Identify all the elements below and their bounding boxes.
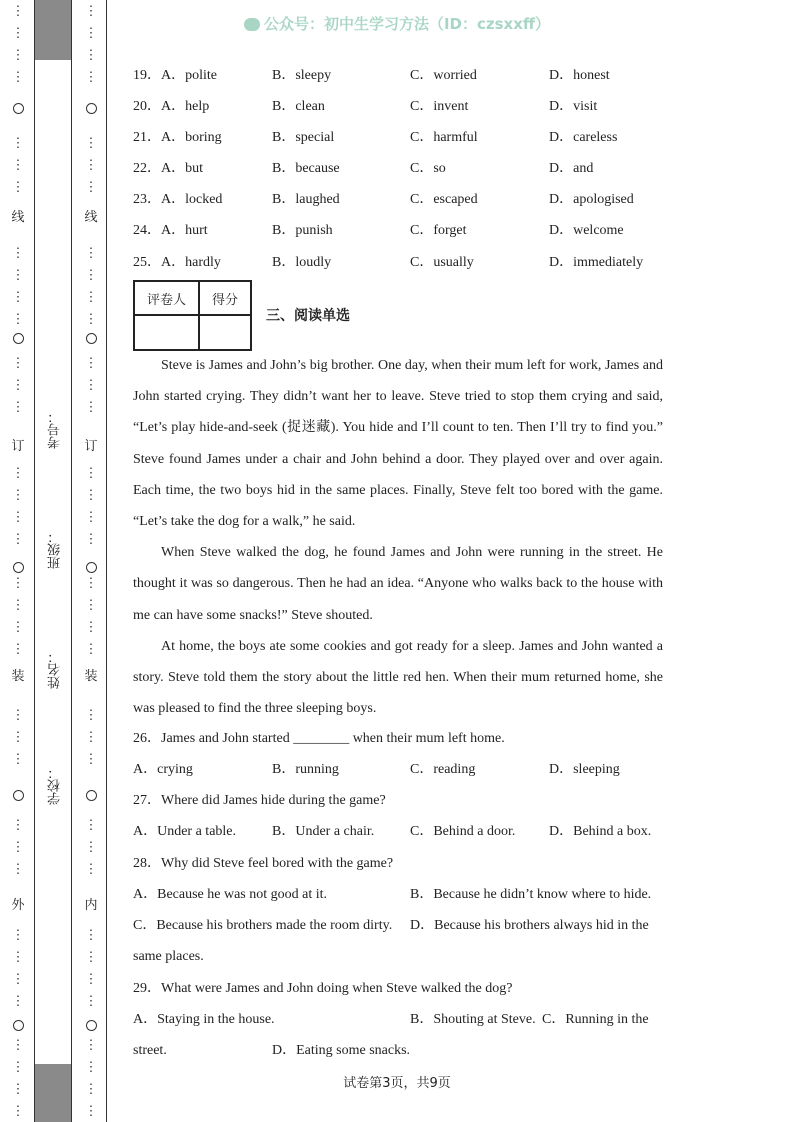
score-header: 得分 (199, 281, 251, 315)
cut-line-dots: ⋮ (84, 729, 98, 744)
field-class: 班级： (48, 530, 63, 569)
cut-line-dots: ⋮ (84, 487, 98, 502)
cut-line-dots: ⋮ (11, 25, 25, 40)
cut-line-circle (86, 790, 97, 801)
option-c: C．reading (410, 762, 476, 777)
option-c: C．forget (410, 223, 467, 238)
question-number: 22． (133, 161, 161, 176)
option-b: B．clean (272, 99, 325, 114)
cut-line-dots: ⋮ (11, 531, 25, 546)
cut-line-dots: ⋮ (11, 751, 25, 766)
cut-line-dots: ⋮ (11, 597, 25, 612)
option-c: C．usually (410, 255, 474, 270)
option-a: A．Staying in the house. (133, 1012, 275, 1027)
cut-line-dots: ⋮ (84, 531, 98, 546)
option-d: D．visit (549, 99, 598, 114)
cut-line-dots: ⋮ (11, 157, 25, 172)
cut-line-dots: ⋮ (84, 289, 98, 304)
option-b: B．special (272, 130, 335, 145)
option-c: C．harmful (410, 130, 478, 145)
inner-label-xian: 线 (84, 209, 98, 224)
passage-paragraph: Steve is James and John’s big brother. One day, when their mum left for work, James and John started crying. They didn’t want her to leave. Steve tried to stop them crying and said, “Let’s play hide-and-seek (捉迷藏). You hide and I’ll count to ten. Then I’ll try to find you.” Steve found James under a chair and John behind a door. They played over and over again. Each time, the two boys hid in the same places. Finally, Steve felt too bored with the game. “Let’s take the dog for a walk,” he said. (133, 358, 663, 530)
outer-label-ding: 订 (11, 438, 25, 453)
option-c: C．Behind a door. (410, 824, 516, 839)
field-exam-number: 考号： (48, 410, 63, 449)
margin-rule-right (106, 0, 107, 1122)
option-c: C．invent (410, 99, 469, 114)
cut-line-dots: ⋮ (84, 1081, 98, 1096)
margin-rule-left (34, 0, 35, 1122)
option-a: A．hardly (161, 255, 221, 270)
cut-line-dots: ⋮ (84, 135, 98, 150)
option-d: D．sleeping (549, 762, 620, 777)
cut-line-dots: ⋮ (84, 465, 98, 480)
cut-line-dots: ⋮ (11, 971, 25, 986)
option-b: B．sleepy (272, 68, 332, 83)
question-number: 19． (133, 68, 161, 83)
cut-line-dots: ⋮ (11, 1081, 25, 1096)
section-title: 三、阅读单选 (266, 308, 350, 324)
option-a: A．help (161, 99, 210, 114)
cut-line-dots: ⋮ (84, 971, 98, 986)
cut-line-dots: ⋮ (84, 619, 98, 634)
question-number: 24． (133, 223, 161, 238)
cut-line-circle (13, 333, 24, 344)
option-c: C．escaped (410, 192, 478, 207)
outer-label-wai: 外 (11, 897, 25, 912)
option-d: D．careless (549, 130, 618, 145)
cut-line-dots: ⋮ (84, 311, 98, 326)
cut-line-dots: ⋮ (11, 311, 25, 326)
cut-line-dots: ⋮ (11, 575, 25, 590)
option-b: B．because (272, 161, 340, 176)
option-d: D．Because his brothers always hid in the (410, 918, 649, 933)
option-continuation: street. (133, 1043, 167, 1058)
cut-line-dots: ⋮ (11, 399, 25, 414)
cut-line-dots: ⋮ (11, 1103, 25, 1118)
cut-line-dots: ⋮ (11, 707, 25, 722)
option-a: A．Because he was not good at it. (133, 887, 328, 902)
question-number: 25． (133, 255, 161, 270)
option-d: D．welcome (549, 223, 624, 238)
cut-line-dots: ⋮ (84, 69, 98, 84)
cut-line-dots: ⋮ (11, 267, 25, 282)
cut-line-circle (86, 103, 97, 114)
cut-line-dots: ⋮ (11, 993, 25, 1008)
cut-line-dots: ⋮ (11, 289, 25, 304)
cut-line-dots: ⋮ (84, 751, 98, 766)
cut-line-dots: ⋮ (84, 993, 98, 1008)
cut-line-circle (13, 103, 24, 114)
cut-line-dots: ⋮ (84, 509, 98, 524)
option-d: D．immediately (549, 255, 644, 270)
question-number: 20． (133, 99, 161, 114)
question-number: 21． (133, 130, 161, 145)
cut-line-dots: ⋮ (84, 839, 98, 854)
reading-passage (133, 350, 663, 724)
cut-line-dots: ⋮ (11, 839, 25, 854)
option-d: D．Eating some snacks. (272, 1043, 411, 1058)
cut-line-dots: ⋮ (84, 399, 98, 414)
cut-line-dots: ⋮ (11, 69, 25, 84)
option-a: A．crying (133, 762, 193, 777)
option-a: A．Under a table. (133, 824, 237, 839)
passage-paragraph: When Steve walked the dog, he found James and John were running in the street. He thought it was so dangerous. Then he had an idea. “Anyone who walks back to the house with me can have some snacks!” Steve shouted. (133, 545, 663, 623)
cut-line-dots: ⋮ (11, 729, 25, 744)
cut-line-dots: ⋮ (11, 179, 25, 194)
option-b: B．laughed (272, 192, 340, 207)
cut-line-dots: ⋮ (11, 355, 25, 370)
cut-line-circle (86, 333, 97, 344)
cut-line-dots: ⋮ (11, 1037, 25, 1052)
cut-line-dots: ⋮ (11, 245, 25, 260)
cut-line-dots: ⋮ (11, 465, 25, 480)
cut-line-dots: ⋮ (11, 949, 25, 964)
option-b: B．punish (272, 223, 333, 238)
cut-line-dots: ⋮ (84, 25, 98, 40)
option-a: A．hurt (161, 223, 208, 238)
option-b: B．Shouting at Steve. (410, 1012, 536, 1027)
option-a: A．but (161, 161, 203, 176)
cut-line-dots: ⋮ (84, 707, 98, 722)
option-b: B．Under a chair. (272, 824, 375, 839)
cut-line-dots: ⋮ (84, 641, 98, 656)
score-cell[interactable] (199, 315, 251, 350)
header-banner (0, 13, 794, 34)
inner-label-ding: 订 (84, 438, 98, 453)
cut-line-dots: ⋮ (11, 861, 25, 876)
grader-cell[interactable] (134, 315, 199, 350)
cut-line-dots: ⋮ (11, 1059, 25, 1074)
cut-line-dots: ⋮ (11, 817, 25, 832)
cut-line-dots: ⋮ (11, 135, 25, 150)
cut-line-dots: ⋮ (84, 267, 98, 282)
passage-paragraph: At home, the boys ate some cookies and got ready for a sleep. James and John wanted a story. Steve told them the story about the little red hen. When their mum returned home, she was pleased to find the three sleeping boys. (133, 638, 663, 717)
cut-line-dots: ⋮ (84, 1037, 98, 1052)
option-a: A．locked (161, 192, 223, 207)
cut-line-dots: ⋮ (84, 3, 98, 18)
option-b: B．Because he didn’t know where to hide. (410, 887, 652, 902)
option-d: D．apologised (549, 192, 634, 207)
inner-label-nei: 内 (84, 897, 98, 912)
cut-line-dots: ⋮ (11, 927, 25, 942)
cut-line-circle (86, 1020, 97, 1031)
cut-line-dots: ⋮ (11, 619, 25, 634)
header-text: 公众号：初中生学习方法（ID：czsxxff） (263, 15, 551, 33)
cut-line-dots: ⋮ (84, 157, 98, 172)
grader-header: 评卷人 (134, 281, 199, 315)
cut-line-circle (13, 1020, 24, 1031)
option-d: D．and (549, 161, 594, 176)
cut-line-dots: ⋮ (84, 1059, 98, 1074)
cut-line-dots: ⋮ (11, 47, 25, 62)
option-c: C．worried (410, 68, 477, 83)
question-stem: 28．Why did Steve feel bored with the game? (133, 856, 394, 871)
cut-line-dots: ⋮ (11, 487, 25, 502)
cut-line-circle (13, 790, 24, 801)
cut-line-dots: ⋮ (84, 949, 98, 964)
question-stem: 29．What were James and John doing when Steve walked the dog? (133, 981, 513, 996)
outer-label-zhuang: 装 (11, 668, 25, 683)
option-d: D．honest (549, 68, 610, 83)
cut-line-dots: ⋮ (84, 377, 98, 392)
option-b: B．loudly (272, 255, 332, 270)
wechat-icon (244, 18, 260, 31)
option-a: A．boring (161, 130, 222, 145)
option-b: B．running (272, 762, 339, 777)
cut-line-dots: ⋮ (84, 1103, 98, 1118)
cut-line-dots: ⋮ (84, 927, 98, 942)
option-c: C．so (410, 161, 446, 176)
margin-rule-inner (71, 0, 72, 1122)
cut-line-dots: ⋮ (84, 597, 98, 612)
inner-label-zhuang: 装 (84, 668, 98, 683)
score-table (133, 280, 252, 351)
cut-line-dots: ⋮ (84, 355, 98, 370)
option-c: C．Because his brothers made the room dirty. (133, 918, 393, 933)
question-stem: 27．Where did James hide during the game? (133, 793, 386, 808)
cut-line-dots: ⋮ (84, 245, 98, 260)
cut-line-dots: ⋮ (84, 861, 98, 876)
field-name: 姓名： (48, 650, 63, 689)
cut-line-dots: ⋮ (84, 47, 98, 62)
cut-line-dots: ⋮ (11, 509, 25, 524)
cut-line-dots: ⋮ (84, 817, 98, 832)
field-school: 学校： (48, 766, 63, 805)
cut-line-dots: ⋮ (11, 377, 25, 392)
cut-line-circle (86, 562, 97, 573)
page-footer: 试卷第3页，共9页 (343, 1076, 451, 1091)
option-c: C．Running in the (542, 1012, 649, 1027)
cut-line-dots: ⋮ (11, 641, 25, 656)
cut-line-dots: ⋮ (84, 575, 98, 590)
outer-label-xian: 线 (11, 209, 25, 224)
cut-line-circle (13, 562, 24, 573)
option-a: A．polite (161, 68, 217, 83)
question-number: 23． (133, 192, 161, 207)
option-d: D．Behind a box. (549, 824, 652, 839)
option-continuation: same places. (133, 949, 204, 964)
cut-line-dots: ⋮ (84, 179, 98, 194)
question-stem: 26．James and John started ________ when their mum left home. (133, 731, 505, 746)
cut-line-dots: ⋮ (11, 3, 25, 18)
